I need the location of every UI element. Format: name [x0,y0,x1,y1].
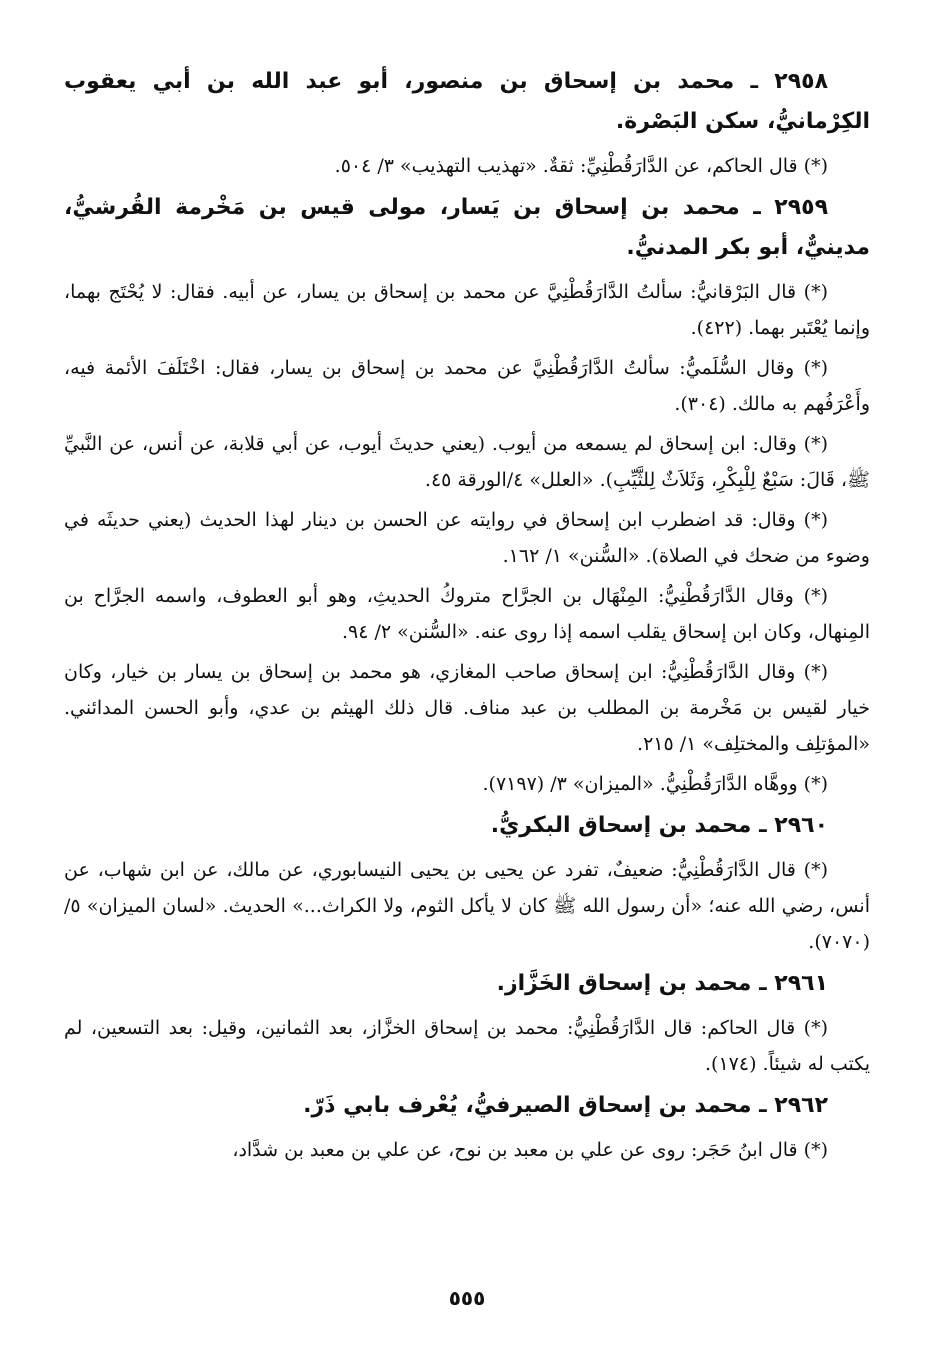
entry-title: ٢٩٥٨ ـ محمد بن إسحاق بن منصور، أبو عبد الله بن أبي يعقوب الكِرْمانيُّ، سكن البَصْرة. [64,69,870,134]
entry-2958 [64,62,870,184]
entry-2959 [64,188,870,802]
entry-paragraph: (*) وقال الدَّارَقُطْنِيُّ: ابن إسحاق صاحب المغازي، هو محمد بن إسحاق بن يسار بن خيار، وكان خيار لقيس بن مَخْرمة بن المطلب بن عبد مناف. قال ذلك الهيثم بن عدي، وأبو الحسن المدائني. «المؤتلِف والمختلِف» ١/ ٢١٥. [64,661,870,755]
entry-paragraph: (*) قال ابنُ حَجَر: روى عن علي بن معبد بن نوح، عن علي بن معبد بن شدَّاد، [232,1139,828,1161]
entry-paragraph: (*) قال الحاكم، عن الدَّارَقُطْنِيِّ: ثقةٌ. «تهذيب التهذيب» ٣/ ٥٠٤. [334,155,828,177]
page-number: ٥٥٥ [448,1286,486,1310]
entry-paragraph: (*) وقال الدَّارَقُطْنِيُّ: المِنْهَال بن الجرَّاح متروكُ الحديثِ، وهو أبو العطوف، واسمه الجرَّاح بن المِنهال، وكان ابن إسحاق يقلب اسمه إذا روى عنه. «السُّنن» ٢/ ٩٤. [64,585,870,643]
entry-title: ٢٩٦٠ ـ محمد بن إسحاق البكريُّ. [490,813,828,838]
page-body [64,62,870,1172]
entry-2961 [64,964,870,1082]
entry-title: ٢٩٦٢ ـ محمد بن إسحاق الصيرفيُّ، يُعْرف بابي ذَرّ. [303,1093,828,1118]
entry-paragraph: (*) وقال: قد اضطرب ابن إسحاق في روايته عن الحسن بن دينار لهذا الحديث (يعني حديثَه في وضوء من ضحك في الصلاة). «السُّنن» ١/ ١٦٢. [64,509,870,567]
entry-title: ٢٩٦١ ـ محمد بن إسحاق الخَزَّاز. [496,971,828,996]
entry-paragraph: (*) وقال السُّلَميُّ: سألتُ الدَّارَقُطْنِيَّ عن محمد بن إسحاق بن يسار، فقال: اخْتَلَفَ الأئمة فيه، وأَعْرَفُهم به مالك. (٣٠٤). [64,357,870,415]
entry-paragraph: (*) قال الدَّارَقُطْنِيُّ: ضعيفٌ، تفرد عن يحيى بن يحيى النيسابوري، عن مالك، عن ابن شهاب، عن أنس، رضي الله عنه؛ «أن رسول الله ﷺ كان لا يأكل الثوم، ولا الكراث...» الحديث. «لسان الميزان» ٥/ (٧٠٧٠). [64,859,870,953]
entry-paragraph: (*) وقال: ابن إسحاق لم يسمعه من أيوب. (يعني حديثَ أيوب، عن أبي قلابة، عن أنس، عن النَّبيِّ ﷺ، قَالَ: سَبْعٌ لِلْبِكْرِ، وَثَلاَثٌ لِلثَّيِّبِ). «العلل» ٤/الورقة ٤٥. [64,433,870,491]
entry-title: ٢٩٥٩ ـ محمد بن إسحاق بن يَسار، مولى قيس بن مَخْرمة القُرشيُّ، مدينيٌّ، أبو بكر المدنيُّ. [64,195,870,260]
entry-paragraph: (*) قال البَرْقانيُّ: سألتُ الدَّارَقُطْنِيَّ عن محمد بن إسحاق بن يسار، عن أبيه. فقال: لا يُحْتَج بهما، وإنما يُعْتَبر بهما. (٤٢٢). [64,281,870,339]
entry-2962 [64,1086,870,1168]
entry-paragraph: (*) قال الحاكم: قال الدَّارَقُطْنِيُّ: محمد بن إسحاق الخزَّاز، بعد الثمانين، وقيل: بعد التسعين، لم يكتب له شيئاً. (١٧٤). [64,1017,870,1075]
entry-2960 [64,806,870,960]
entry-paragraph: (*) ووهَّاه الدَّارَقُطْنِيُّ. «الميزان» ٣/ (٧١٩٧). [482,773,828,795]
